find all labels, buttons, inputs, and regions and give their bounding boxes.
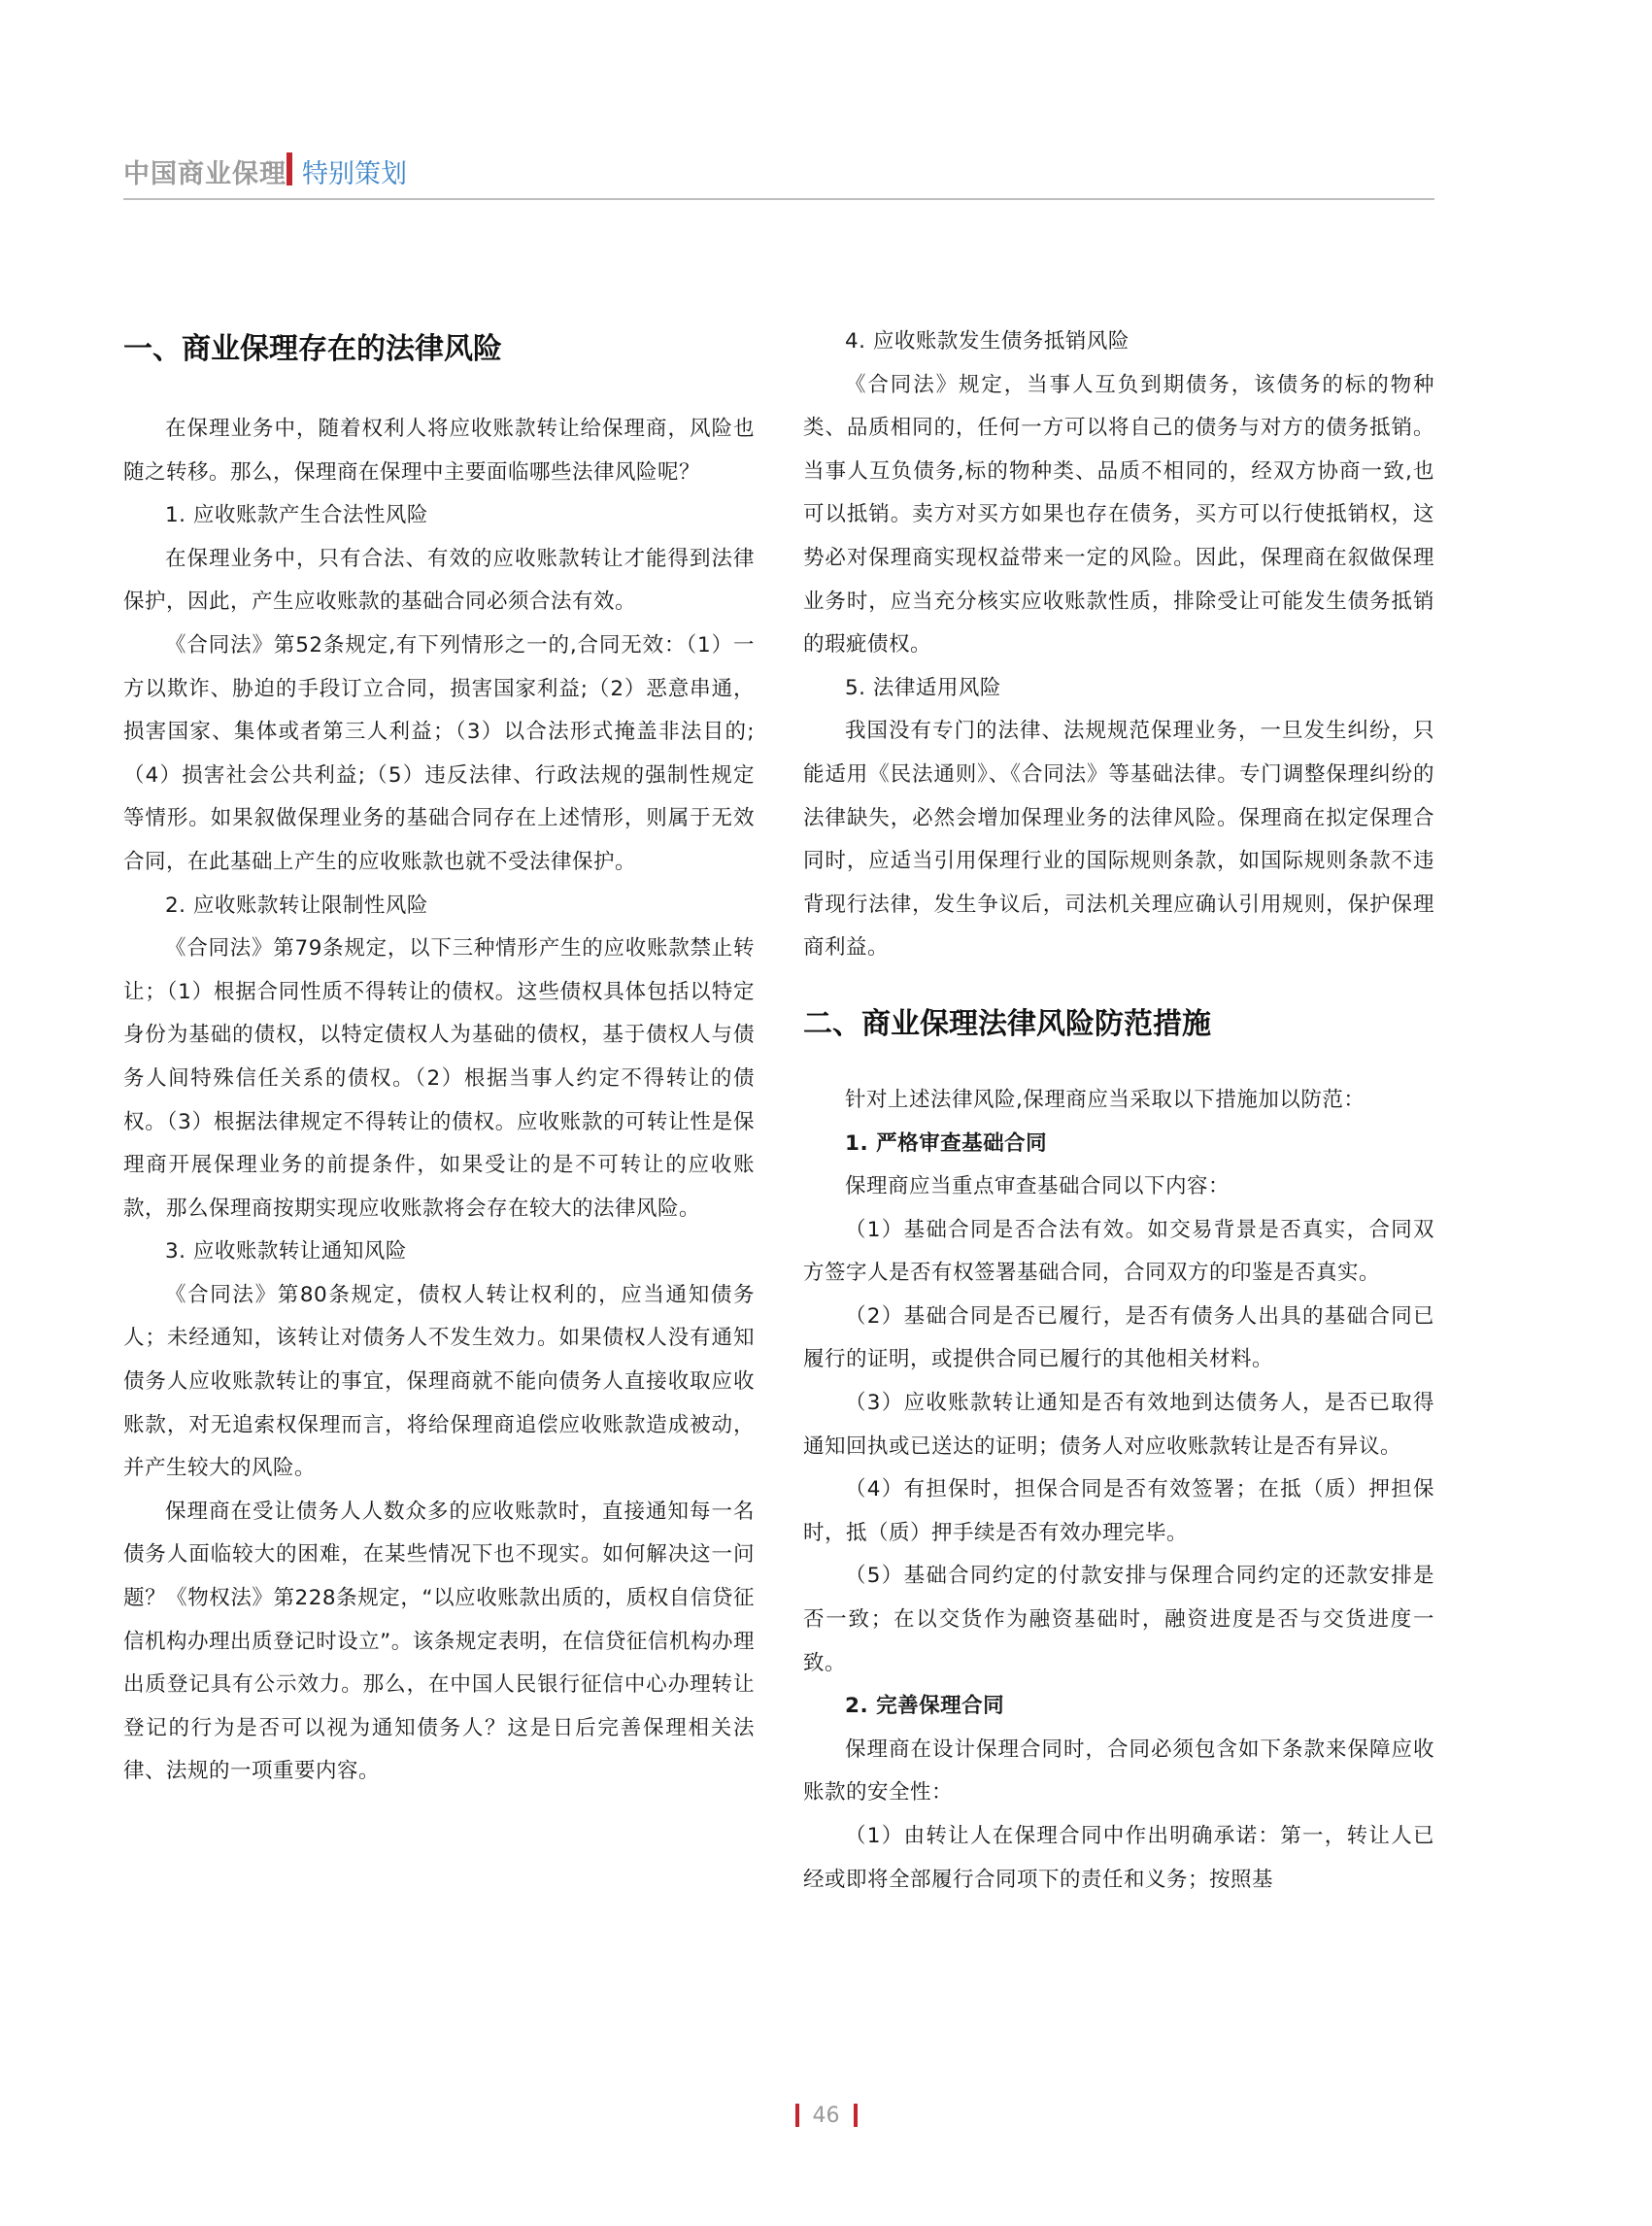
paragraph: 保理商在设计保理合同时，合同必须包含如下条款来保障应收账款的安全性： bbox=[803, 1737, 1434, 1805]
subheading: 1. 严格审查基础合同 bbox=[845, 1130, 1048, 1156]
heading-legal-risks: 一、商业保理存在的法律风险 bbox=[123, 332, 502, 366]
paragraph: 保理商应当重点审查基础合同以下内容： bbox=[845, 1174, 1231, 1199]
footer-bar-left bbox=[795, 2104, 799, 2127]
paragraph: 《合同法》第52条规定,有下列情形之一的,合同无效：（1）一方以欺诈、胁迫的手段订立合同，损害国家利益;（2）恶意串通，损害国家、集体或者第三人利益；（3）以合法形式掩盖非法目的;（4）损害社会公共利益;（5）违反法律、行政法规的强制性规定等情形。如果叙做保理业务的基础合同存在上述情形，则属于无效合同，在此基础上产生的应收账款也就不受法律保护。 bbox=[123, 632, 755, 874]
subheading: 2. 完善保理合同 bbox=[845, 1694, 1005, 1719]
footer-bar-right bbox=[854, 2104, 858, 2127]
running-header bbox=[123, 149, 1434, 195]
page-number: 46 bbox=[812, 2103, 840, 2128]
paragraph: 针对上述法律风险,保理商应当采取以下措施加以防范： bbox=[845, 1087, 1365, 1112]
paragraph: 我国没有专门的法律、法规规范保理业务，一旦发生纠纷，只能适用《民法通则》、《合同法》等基础法律。专门调整保理纠纷的法律缺失，必然会增加保理业务的法律风险。保理商在拟定保理合同时，应适当引用保理行业的国际规则条款，如国际规则条款不违背现行法律，发生争议后，司法机关理应确认引用规则，保护保理商利益。 bbox=[803, 719, 1434, 961]
paragraph: （3）应收账款转让通知是否有效地到达债务人，是否已取得通知回执或已送达的证明；债务人对应收账款转让是否有异议。 bbox=[803, 1391, 1434, 1459]
paragraph: 在保理业务中，只有合法、有效的应收账款转让才能得到法律保护，因此，产生应收账款的基础合同必须合法有效。 bbox=[123, 546, 755, 615]
paragraph: （1）基础合同是否合法有效。如交易背景是否真实，合同双方签字人是否有权签署基础合同，合同双方的印鉴是否真实。 bbox=[803, 1217, 1434, 1286]
paragraph: 保理商在受让债务人人数众多的应收账款时，直接通知每一名债务人面临较大的困难，在某些情况下也不现实。如何解决这一问题？《物权法》第228条规定，“以应收账款出质的，质权自信贷征信机构办理出质登记时设立”。该条规定表明，在信贷征信机构办理出质登记具有公示效力。那么，在中国人民银行征信中心办理转让登记的行为是否可以视为通知债务人？这是日后完善保理相关法律、法规的一项重要内容。 bbox=[123, 1499, 755, 1784]
left-column bbox=[123, 320, 755, 1794]
header-rule bbox=[123, 198, 1434, 200]
paragraph: 在保理业务中，随着权利人将应收账款转让给保理商，风险也随之转移。那么，保理商在保理中主要面临哪些法律风险呢？ bbox=[123, 417, 755, 485]
subheading: 3. 应收账款转让通知风险 bbox=[165, 1239, 407, 1265]
section-name: 特别策划 bbox=[302, 159, 407, 189]
journal-name: 中国商业保理 bbox=[123, 159, 287, 189]
paragraph: 《合同法》规定，当事人互负到期债务，该债务的标的物种类、品质相同的，任何一方可以将自己的债务与对方的债务抵销。当事人互负债务,标的物种类、品质不相同的，经双方协商一致,也可以抵销。卖方对买方如果也存在债务，买方可以行使抵销权，这势必对保理商实现权益带来一定的风险。因此，保理商在叙做保理业务时，应当充分核实应收账款性质，排除受让可能发生债务抵销的瑕疵债权。 bbox=[803, 372, 1434, 658]
paragraph: （5）基础合同约定的付款安排与保理合同约定的还款安排是否一致；在以交货作为融资基础时，融资进度是否与交货进度一致。 bbox=[803, 1564, 1434, 1675]
subheading: 4. 应收账款发生债务抵销风险 bbox=[845, 329, 1129, 354]
heading-prevention-measures: 二、商业保理法律风险防范措施 bbox=[803, 1006, 1211, 1041]
paragraph: （1）由转让人在保理合同中作出明确承诺：第一，转让人已经或即将全部履行合同项下的责任和义务；按照基 bbox=[803, 1824, 1434, 1892]
subheading: 2. 应收账款转让限制性风险 bbox=[165, 893, 428, 918]
paragraph: （4）有担保时，担保合同是否有效签署；在抵（质）押担保时，抵（质）押手续是否有效办理完毕。 bbox=[803, 1477, 1434, 1545]
paragraph: （2）基础合同是否已履行，是否有债务人出具的基础合同已履行的证明，或提供合同已履行的其他相关材料。 bbox=[803, 1303, 1434, 1372]
subheading: 5. 法律适用风险 bbox=[845, 675, 1001, 700]
page-footer bbox=[0, 2098, 1652, 2133]
right-column bbox=[803, 320, 1434, 1902]
paragraph: 《合同法》第80条规定，债权人转让权利的，应当通知债务人；未经通知，该转让对债务人不发生效力。如果债权人没有通知债务人应收账款转让的事宜，保理商就不能向债务人直接收取应收账款，对无追索权保理而言，将给保理商追偿应收账款造成被动，并产生较大的风险。 bbox=[123, 1282, 755, 1481]
subheading: 1. 应收账款产生合法性风险 bbox=[165, 503, 428, 528]
paragraph: 《合同法》第79条规定，以下三种情形产生的应收账款禁止转让；（1）根据合同性质不得转让的债权。这些债权具体包括以特定身份为基础的债权，以特定债权人为基础的债权，基于债权人与债务人间特殊信任关系的债权。（2）根据当事人约定不得转让的债权。（3）根据法律规定不得转让的债权。应收账款的可转让性是保理商开展保理业务的前提条件，如果受让的是不可转让的应收账款，那么保理商按期实现应收账款将会存在较大的法律风险。 bbox=[123, 936, 755, 1221]
header-separator bbox=[287, 152, 292, 186]
